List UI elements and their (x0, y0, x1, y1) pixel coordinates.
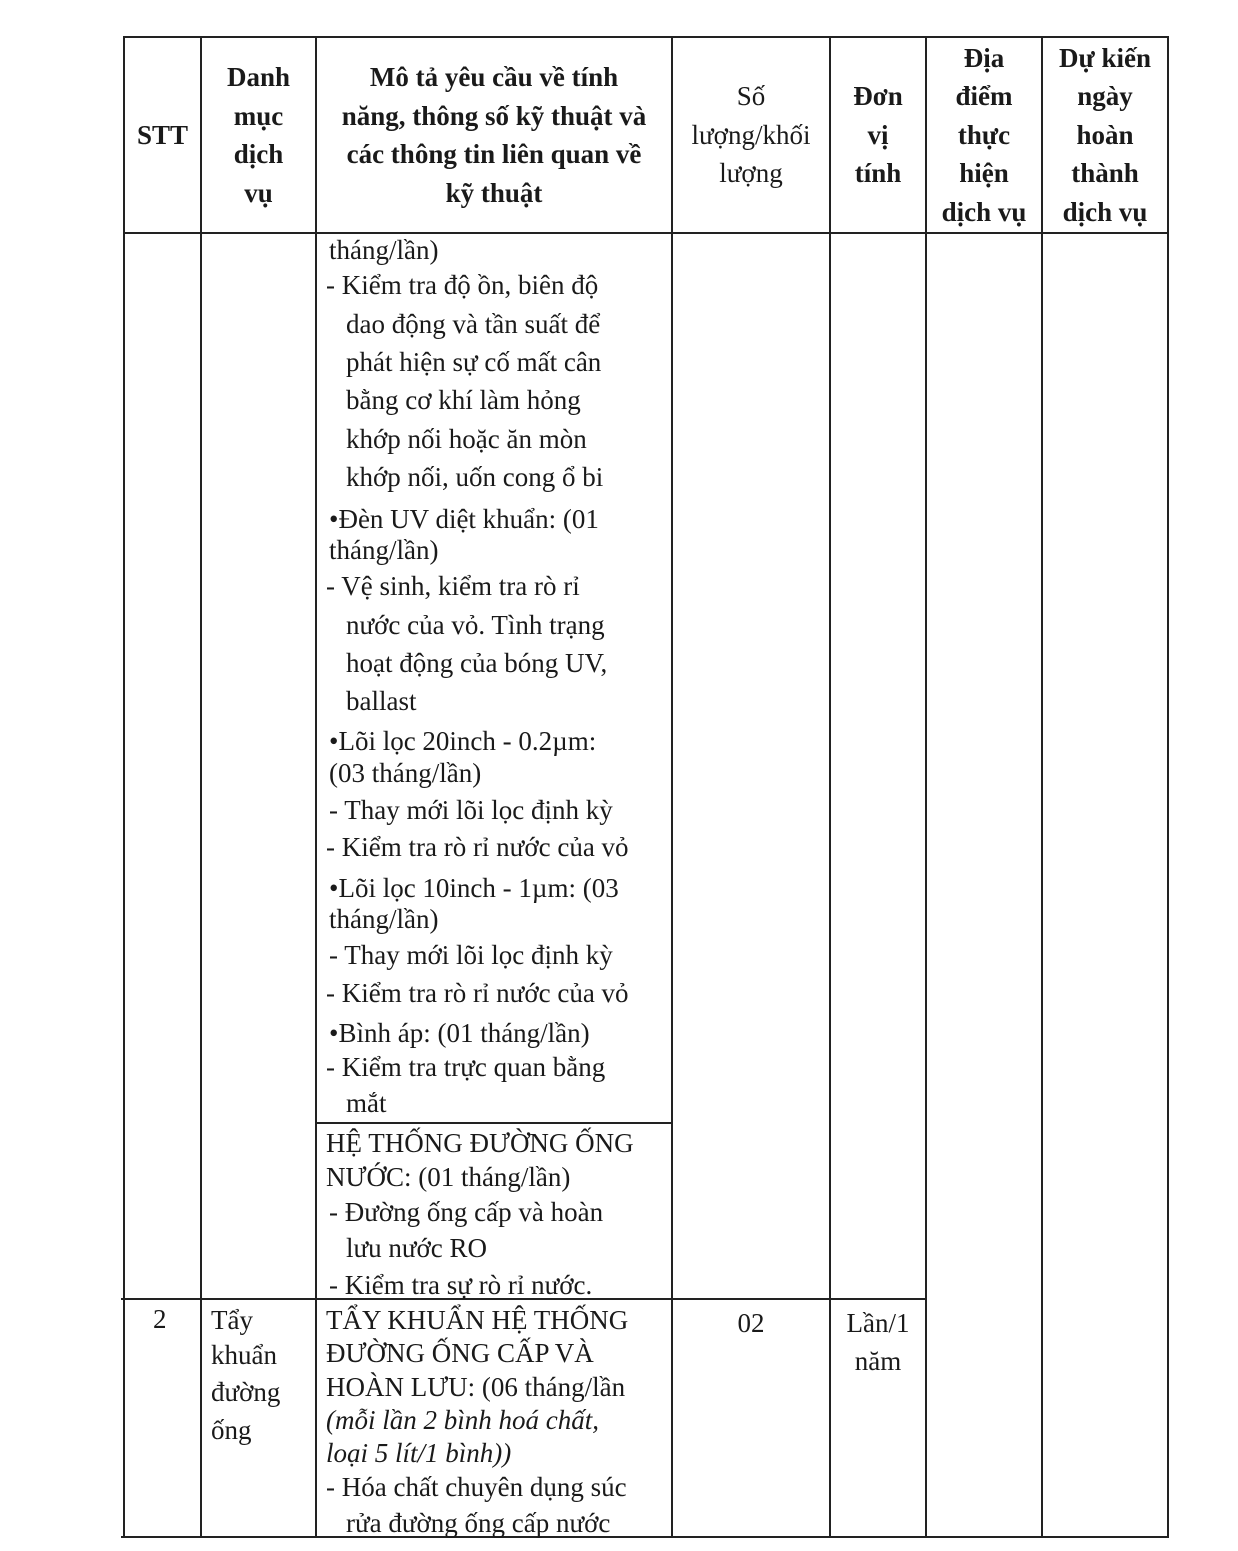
header-line: lượng (719, 158, 783, 189)
header-line: Địa (963, 42, 1005, 73)
row2-danh-muc-line: ống (211, 1415, 252, 1445)
row2-don-vi-line: năm (854, 1346, 902, 1376)
header-don-vi (831, 38, 925, 232)
desc-line: tháng/lần) (329, 904, 439, 934)
col-border-1 (200, 36, 202, 1538)
row2-desc-line: - Hóa chất chuyên dụng súc (326, 1472, 627, 1502)
header-line: lượng/khối (691, 119, 811, 150)
header-line: thực (957, 119, 1011, 150)
desc-line: bằng cơ khí làm hỏng (346, 385, 581, 415)
table-bottom-border (121, 1536, 1168, 1538)
row2-desc-line: ĐƯỜNG ỐNG CẤP VÀ (326, 1338, 594, 1368)
header-stt (125, 38, 200, 232)
col-border-0 (123, 36, 125, 1538)
pipe-line: lưu nước RO (346, 1233, 488, 1263)
row2-so-luong: 02 (737, 1308, 765, 1338)
row2-danh-muc-line: đường (211, 1377, 281, 1407)
row2-don-vi-line: Lần/1 (846, 1308, 910, 1338)
desc-line: mắt (346, 1088, 387, 1118)
pipe-line: NƯỚC: (01 tháng/lần) (326, 1162, 571, 1192)
desc-line: - Kiểm tra trực quan bằng (326, 1052, 606, 1082)
desc-line: - Vệ sinh, kiểm tra rò rỉ (326, 571, 580, 601)
desc-line: tháng/lần) (329, 535, 439, 565)
row2-desc-line: HOÀN LƯU: (06 tháng/lần (326, 1372, 626, 1402)
header-line: Số (736, 81, 766, 112)
pipe-line: - Kiểm tra sự rò rỉ nước. (329, 1270, 593, 1300)
header-line: năng, thông số kỹ thuật và (341, 100, 647, 131)
desc-line: khớp nối, uốn cong ổ bi (346, 462, 604, 492)
desc-line: •Lõi lọc 10inch - 1µm: (03 (329, 873, 619, 903)
row2-desc-line: TẨY KHUẨN HỆ THỐNG (326, 1305, 629, 1335)
row2-desc-line: loại 5 lít/1 bình)) (326, 1438, 512, 1468)
col-border-5 (925, 36, 927, 1538)
desc-line: ballast (346, 686, 417, 716)
desc-line: - Thay mới lõi lọc định kỳ (329, 940, 613, 970)
pipe-line: HỆ THỐNG ĐƯỜNG ỐNG (326, 1128, 634, 1158)
col-border-7 (1167, 36, 1169, 1538)
header-line: thành (1071, 158, 1139, 189)
header-line: vị (867, 119, 889, 150)
desc-line: nước của vỏ. Tình trạng (346, 610, 605, 640)
desc-line: •Bình áp: (01 tháng/lần) (329, 1018, 590, 1048)
header-stt-text: STT (136, 119, 189, 150)
header-line: hoàn (1076, 119, 1134, 150)
row2-desc-line: rửa đường ống cấp nước (346, 1508, 611, 1538)
desc-line: •Đèn UV diệt khuẩn: (01 (329, 504, 599, 534)
header-line: Đơn (853, 81, 903, 112)
header-line: mục (233, 100, 284, 131)
header-danh-muc (202, 38, 315, 232)
desc-line: •Lõi lọc 20inch - 0.2µm: (329, 726, 597, 756)
desc-line: hoạt động của bóng UV, (346, 648, 608, 678)
header-line: vụ (244, 177, 273, 208)
header-du-kien (1043, 38, 1167, 232)
row2-stt: 2 (153, 1304, 167, 1334)
header-line: dịch (233, 139, 284, 169)
row2-danh-muc-line: Tẩy (211, 1305, 253, 1335)
header-line: điểm (955, 81, 1013, 112)
header-line: hiện (959, 158, 1009, 189)
header-line: dịch vụ (1062, 196, 1148, 227)
col-border-6 (1041, 36, 1043, 1538)
header-bottom-border (123, 232, 1169, 234)
header-line: kỹ thuật (445, 177, 543, 208)
header-dia-diem (927, 38, 1041, 232)
header-line: ngày (1077, 81, 1133, 112)
desc-line: (03 tháng/lần) (329, 758, 482, 788)
header-mo-ta (317, 38, 671, 232)
header-line: Danh (226, 62, 291, 92)
desc-line: - Kiểm tra rò rỉ nước của vỏ (326, 978, 629, 1008)
row2-desc-line: (mỗi lần 2 bình hoá chất, (326, 1405, 599, 1435)
desc-line: khớp nối hoặc ăn mòn (346, 424, 587, 454)
desc-line: phát hiện sự cố mất cân (346, 347, 602, 377)
row2-danh-muc-line: khuẩn (211, 1340, 277, 1370)
desc-line: dao động và tần suất để (346, 309, 601, 339)
col-border-2 (315, 36, 317, 1538)
desc-line: tháng/lần) (329, 235, 439, 265)
header-line: các thông tin liên quan về (346, 139, 642, 169)
desc-line: - Kiểm tra rò rỉ nước của vỏ (326, 832, 629, 862)
header-line: tính (854, 158, 902, 189)
header-line: Dự kiến (1059, 42, 1151, 73)
pipe-line: - Đường ống cấp và hoàn (329, 1197, 604, 1227)
desc-line: - Thay mới lõi lọc định kỳ (329, 795, 613, 825)
header-line: dịch vụ (941, 196, 1027, 227)
header-so-luong (673, 38, 829, 232)
desc-line: - Kiểm tra độ ồn, biên độ (326, 270, 599, 300)
header-line: Mô tả yêu cầu về tính (369, 62, 619, 92)
